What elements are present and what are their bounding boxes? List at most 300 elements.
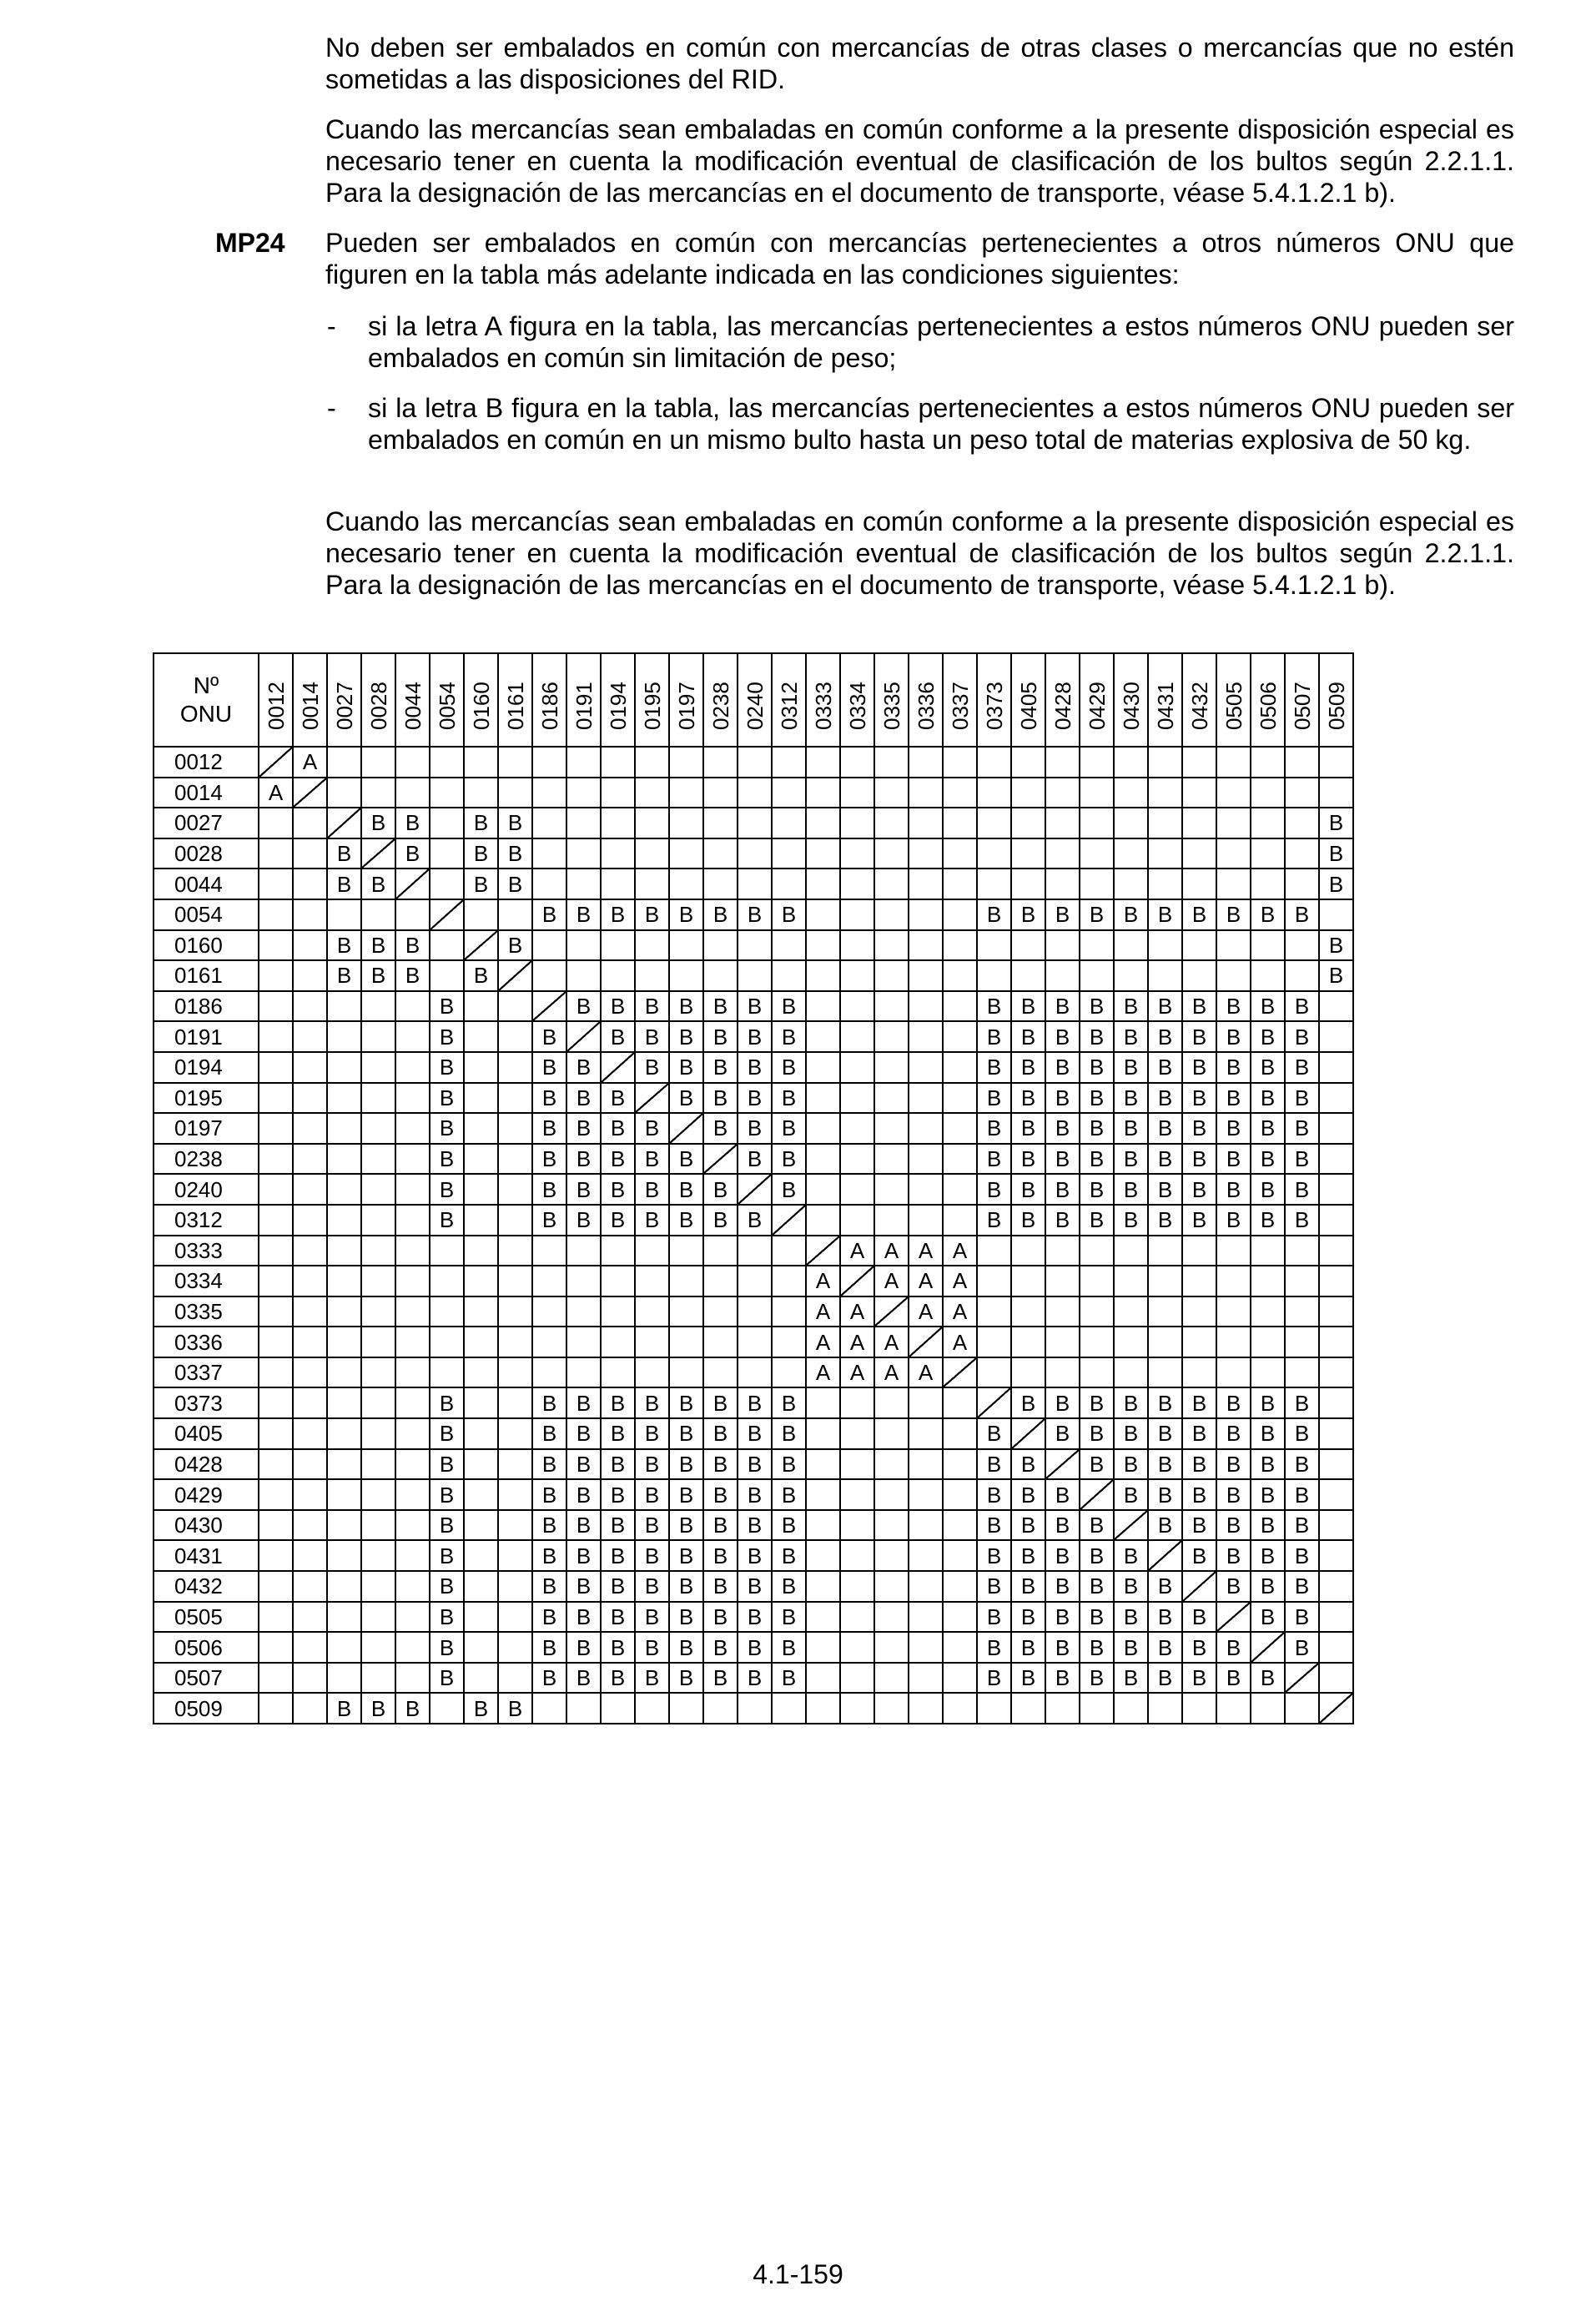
table-cell — [1251, 1236, 1285, 1266]
table-cell — [293, 899, 327, 930]
table-cell: B — [601, 1540, 635, 1571]
table-cell — [293, 1083, 327, 1114]
diagonal-cell — [361, 838, 395, 869]
table-cell — [806, 1052, 840, 1083]
table-cell — [395, 1144, 430, 1175]
column-header-label: 0197 — [673, 682, 699, 730]
table-cell: B — [635, 1663, 669, 1694]
table-cell — [874, 899, 909, 930]
table-cell: B — [1011, 1083, 1045, 1114]
table-cell: B — [669, 1602, 703, 1633]
diagonal-cell — [601, 1052, 635, 1083]
table-cell — [293, 1663, 327, 1694]
table-cell: B — [601, 1083, 635, 1114]
table-cell: B — [1182, 1663, 1216, 1694]
table-cell — [566, 778, 601, 808]
table-cell: B — [1251, 1510, 1285, 1541]
table-cell — [1251, 838, 1285, 869]
table-cell — [1182, 808, 1216, 838]
table-cell — [1114, 1693, 1148, 1724]
table-cell: B — [532, 1602, 566, 1633]
table-cell: A — [806, 1327, 840, 1357]
table-cell: B — [1148, 1387, 1182, 1418]
table-cell — [430, 1266, 464, 1296]
column-header-label: 0028 — [365, 682, 391, 730]
table-cell — [840, 1144, 874, 1175]
table-cell: B — [977, 1144, 1011, 1175]
table-cell: B — [1080, 1418, 1114, 1449]
table-cell: A — [909, 1266, 943, 1296]
table-cell — [327, 778, 361, 808]
table-cell: B — [1045, 1479, 1080, 1510]
table-cell: B — [532, 1540, 566, 1571]
table-row — [154, 1540, 1353, 1571]
table-cell — [1045, 960, 1080, 991]
table-cell — [977, 1693, 1011, 1724]
table-cell — [909, 1693, 943, 1724]
row-header: 0191 — [154, 1021, 259, 1052]
table-cell: A — [840, 1296, 874, 1327]
table-cell: B — [772, 991, 806, 1022]
table-cell: B — [1011, 991, 1045, 1022]
table-cell: B — [703, 1540, 738, 1571]
table-cell: B — [1216, 1663, 1251, 1694]
table-cell — [1148, 778, 1182, 808]
table-cell — [327, 899, 361, 930]
table-cell — [874, 1632, 909, 1663]
diagonal-cell — [772, 1205, 806, 1236]
table-cell — [259, 1113, 293, 1144]
table-cell: B — [430, 1144, 464, 1175]
table-cell — [1011, 868, 1045, 899]
column-header-label: 0373 — [981, 682, 1007, 730]
table-cell — [874, 1663, 909, 1694]
table-cell — [1148, 1357, 1182, 1388]
table-cell — [498, 747, 532, 778]
table-cell — [532, 868, 566, 899]
diagonal-cell — [738, 1174, 772, 1205]
table-cell: A — [840, 1327, 874, 1357]
table-cell — [361, 747, 395, 778]
table-cell: B — [772, 1052, 806, 1083]
table-cell — [498, 1205, 532, 1236]
table-cell: B — [1080, 1510, 1114, 1541]
table-cell: A — [874, 1236, 909, 1266]
table-cell — [772, 1327, 806, 1357]
table-cell — [635, 1357, 669, 1388]
table-cell — [498, 1174, 532, 1205]
table-cell — [909, 1540, 943, 1571]
table-cell: B — [703, 1602, 738, 1633]
table-cell — [498, 1602, 532, 1633]
table-cell: B — [532, 1144, 566, 1175]
table-cell: B — [1285, 899, 1319, 930]
table-cell: B — [1251, 1602, 1285, 1633]
table-cell — [1148, 747, 1182, 778]
table-cell — [464, 1357, 498, 1388]
table-cell — [635, 1266, 669, 1296]
table-cell — [259, 1663, 293, 1694]
table-cell — [1319, 1266, 1353, 1296]
row-header: 0027 — [154, 808, 259, 838]
table-cell: A — [874, 1357, 909, 1388]
table-cell — [498, 1296, 532, 1327]
table-cell — [498, 1449, 532, 1480]
table-cell — [395, 1021, 430, 1052]
column-header-label: 0312 — [776, 682, 802, 730]
table-cell: B — [1011, 1144, 1045, 1175]
table-cell — [806, 1418, 840, 1449]
table-cell: B — [703, 1387, 738, 1418]
diagonal-cell — [259, 747, 293, 778]
table-cell — [361, 1632, 395, 1663]
table-cell — [943, 1540, 977, 1571]
table-cell — [498, 778, 532, 808]
table-cell — [1251, 930, 1285, 961]
table-cell — [772, 1266, 806, 1296]
table-row — [154, 1510, 1353, 1541]
column-header — [498, 653, 532, 747]
table-cell — [943, 1418, 977, 1449]
table-cell — [1251, 1357, 1285, 1388]
column-header-label: 0027 — [331, 682, 357, 730]
table-cell: A — [943, 1236, 977, 1266]
table-row — [154, 1021, 1353, 1052]
table-cell — [1114, 1236, 1148, 1266]
table-cell — [361, 1083, 395, 1114]
table-cell — [430, 1296, 464, 1327]
table-cell: B — [601, 1602, 635, 1633]
table-cell: B — [1080, 1632, 1114, 1663]
table-cell — [1319, 1632, 1353, 1663]
table-cell: B — [1216, 1052, 1251, 1083]
table-cell — [1216, 930, 1251, 961]
table-cell — [1182, 838, 1216, 869]
table-cell — [806, 747, 840, 778]
table-cell: B — [1319, 868, 1353, 899]
table-cell — [977, 1327, 1011, 1357]
table-cell — [532, 1236, 566, 1266]
table-cell — [977, 960, 1011, 991]
table-cell — [498, 1663, 532, 1694]
table-cell — [327, 1327, 361, 1357]
bullet-b-text: si la letra B figura en la tabla, las mercancías pertenecientes a estos números ONU pueden ser embalados en común en un mismo bulto hasta un peso total de materias explosiva de 50 kg. — [368, 393, 1514, 455]
diagonal-cell — [1080, 1479, 1114, 1510]
table-cell: B — [977, 1602, 1011, 1633]
table-row — [154, 1174, 1353, 1205]
table-cell — [395, 747, 430, 778]
table-cell — [635, 808, 669, 838]
table-cell — [772, 1296, 806, 1327]
table-cell — [259, 868, 293, 899]
table-cell — [1045, 1357, 1080, 1388]
table-cell — [361, 1387, 395, 1418]
table-cell — [1045, 808, 1080, 838]
table-cell: B — [430, 1479, 464, 1510]
table-cell — [1319, 1602, 1353, 1633]
table-cell: B — [601, 1632, 635, 1663]
table-cell — [806, 899, 840, 930]
table-cell — [1319, 1387, 1353, 1418]
table-cell — [1114, 808, 1148, 838]
table-cell — [943, 1510, 977, 1541]
table-cell — [840, 868, 874, 899]
intro-paragraph-2: Cuando las mercancías sean embaladas en común conforme a la presente disposición especial es necesario tener en cuenta la modificación eventual de clasificación de los bultos según 2.2.1.1. Para la designación de las mercancías en el documento de transporte, véase 5.4.1.2.1 b). — [325, 114, 1514, 208]
table-cell — [532, 747, 566, 778]
table-cell — [395, 1540, 430, 1571]
table-cell — [1319, 1418, 1353, 1449]
table-cell: B — [669, 1052, 703, 1083]
table-cell: B — [327, 868, 361, 899]
table-cell — [361, 1296, 395, 1327]
table-cell: B — [1045, 1205, 1080, 1236]
table-cell — [464, 991, 498, 1022]
table-cell — [635, 960, 669, 991]
table-cell: B — [1182, 1083, 1216, 1114]
table-row — [154, 899, 1353, 930]
column-header-label: 0430 — [1118, 682, 1144, 730]
table-cell: B — [635, 1144, 669, 1175]
table-cell: B — [703, 991, 738, 1022]
table-cell — [703, 868, 738, 899]
table-cell: B — [1148, 1571, 1182, 1602]
table-cell: B — [1251, 899, 1285, 930]
table-cell — [703, 960, 738, 991]
table-cell — [1114, 930, 1148, 961]
table-cell — [806, 1663, 840, 1694]
table-cell: B — [498, 838, 532, 869]
table-cell: B — [1114, 1052, 1148, 1083]
table-cell — [874, 1144, 909, 1175]
table-cell — [909, 808, 943, 838]
table-cell — [293, 1387, 327, 1418]
table-cell — [430, 1693, 464, 1724]
table-cell — [806, 1205, 840, 1236]
row-header: 0373 — [154, 1387, 259, 1418]
table-cell — [361, 1449, 395, 1480]
table-cell: B — [669, 1418, 703, 1449]
table-cell: B — [738, 1540, 772, 1571]
table-cell — [738, 868, 772, 899]
table-cell — [361, 1663, 395, 1694]
table-cell — [943, 1021, 977, 1052]
diagonal-cell — [1319, 1693, 1353, 1724]
table-cell: B — [430, 1418, 464, 1449]
table-cell — [840, 1052, 874, 1083]
table-cell — [395, 1387, 430, 1418]
column-header-label: 0012 — [263, 682, 289, 730]
column-header-label: 0191 — [571, 682, 597, 730]
table-cell — [909, 747, 943, 778]
table-cell: B — [635, 1632, 669, 1663]
column-header — [361, 653, 395, 747]
table-cell — [1319, 1205, 1353, 1236]
table-cell — [361, 899, 395, 930]
table-cell: B — [1114, 1387, 1148, 1418]
table-cell: B — [977, 1540, 1011, 1571]
table-cell: B — [1011, 1510, 1045, 1541]
table-cell: B — [1216, 1449, 1251, 1480]
table-cell: B — [1114, 1205, 1148, 1236]
table-row — [154, 1144, 1353, 1175]
table-cell — [1045, 778, 1080, 808]
table-cell — [1251, 1296, 1285, 1327]
table-cell — [1011, 838, 1045, 869]
table-cell: B — [1114, 1449, 1148, 1480]
table-cell: B — [1285, 1479, 1319, 1510]
table-cell: B — [1011, 1602, 1045, 1633]
table-cell — [1045, 930, 1080, 961]
table-cell: B — [532, 899, 566, 930]
table-cell: B — [1285, 991, 1319, 1022]
table-cell — [669, 1296, 703, 1327]
table-cell: B — [1251, 1113, 1285, 1144]
table-row — [154, 1113, 1353, 1144]
table-cell: B — [635, 1418, 669, 1449]
table-cell: B — [738, 1113, 772, 1144]
row-header: 0054 — [154, 899, 259, 930]
column-header-label: 0160 — [468, 682, 494, 730]
table-cell — [977, 1296, 1011, 1327]
table-cell: B — [1285, 1113, 1319, 1144]
table-cell — [327, 1113, 361, 1144]
table-cell: B — [772, 1174, 806, 1205]
table-cell — [601, 960, 635, 991]
column-header — [806, 653, 840, 747]
table-cell: B — [566, 1479, 601, 1510]
table-cell — [943, 1113, 977, 1144]
table-cell — [772, 838, 806, 869]
table-cell: B — [498, 1693, 532, 1724]
table-cell — [498, 1144, 532, 1175]
table-cell: A — [874, 1327, 909, 1357]
table-cell — [874, 930, 909, 961]
table-cell: B — [669, 1571, 703, 1602]
table-cell — [327, 1571, 361, 1602]
table-cell — [1285, 838, 1319, 869]
table-cell: B — [1080, 1540, 1114, 1571]
table-cell — [806, 1174, 840, 1205]
table-cell — [1080, 808, 1114, 838]
table-cell — [361, 1052, 395, 1083]
table-cell — [874, 1510, 909, 1541]
table-cell — [874, 991, 909, 1022]
diagonal-cell — [840, 1266, 874, 1296]
corner-label-line-2: ONU — [179, 701, 233, 727]
table-cell: B — [532, 1632, 566, 1663]
table-cell: B — [464, 960, 498, 991]
table-cell: B — [566, 1510, 601, 1541]
table-cell — [566, 960, 601, 991]
row-header: 0428 — [154, 1449, 259, 1480]
table-cell: B — [1011, 1479, 1045, 1510]
table-cell — [361, 1327, 395, 1357]
table-cell: A — [840, 1236, 874, 1266]
table-cell: B — [1148, 1205, 1182, 1236]
table-cell: B — [430, 1021, 464, 1052]
table-cell: B — [1285, 1632, 1319, 1663]
table-cell — [840, 1387, 874, 1418]
table-cell — [464, 778, 498, 808]
diagonal-cell — [566, 1021, 601, 1052]
table-cell — [840, 838, 874, 869]
table-cell — [395, 1602, 430, 1633]
table-cell — [1148, 808, 1182, 838]
table-cell — [909, 899, 943, 930]
table-cell: B — [601, 1449, 635, 1480]
table-cell: B — [1216, 899, 1251, 930]
table-cell: B — [532, 1387, 566, 1418]
table-cell — [1182, 1693, 1216, 1724]
table-cell: B — [772, 1571, 806, 1602]
table-cell — [361, 778, 395, 808]
table-cell — [977, 1357, 1011, 1388]
column-header — [464, 653, 498, 747]
table-cell: B — [327, 838, 361, 869]
table-cell: B — [430, 1205, 464, 1236]
table-cell — [874, 1418, 909, 1449]
table-cell: B — [532, 1663, 566, 1694]
table-cell — [806, 1571, 840, 1602]
table-cell: B — [1148, 1510, 1182, 1541]
table-cell — [395, 1327, 430, 1357]
table-cell — [874, 1387, 909, 1418]
table-cell — [464, 1205, 498, 1236]
table-cell — [293, 1266, 327, 1296]
table-cell: B — [1080, 1083, 1114, 1114]
table-cell: B — [566, 1449, 601, 1480]
table-cell — [738, 1236, 772, 1266]
table-cell: B — [1216, 991, 1251, 1022]
table-cell: B — [532, 1510, 566, 1541]
table-cell: B — [1251, 1052, 1285, 1083]
table-cell — [498, 1571, 532, 1602]
table-cell — [943, 808, 977, 838]
table-cell — [806, 1449, 840, 1480]
table-cell — [806, 1113, 840, 1144]
table-row — [154, 1387, 1353, 1418]
diagonal-cell — [1182, 1571, 1216, 1602]
table-cell: B — [1080, 1205, 1114, 1236]
table-cell: B — [635, 1021, 669, 1052]
table-cell: B — [1319, 930, 1353, 961]
table-cell: B — [1285, 1571, 1319, 1602]
table-cell: B — [601, 1144, 635, 1175]
table-cell: B — [566, 991, 601, 1022]
table-cell: B — [601, 1174, 635, 1205]
table-cell: B — [738, 1571, 772, 1602]
column-header-label: 0428 — [1050, 682, 1075, 730]
table-cell — [840, 1693, 874, 1724]
table-cell — [430, 1357, 464, 1388]
table-cell — [1216, 838, 1251, 869]
table-cell: B — [430, 1632, 464, 1663]
table-cell — [395, 778, 430, 808]
table-cell — [806, 991, 840, 1022]
table-cell — [1011, 1327, 1045, 1357]
table-cell: B — [635, 1052, 669, 1083]
corner-header — [154, 653, 259, 747]
table-cell: B — [669, 1083, 703, 1114]
table-cell — [840, 1510, 874, 1541]
table-cell — [840, 1632, 874, 1663]
table-cell — [293, 1174, 327, 1205]
table-cell: B — [566, 1632, 601, 1663]
table-cell — [1148, 1296, 1182, 1327]
table-cell — [738, 1693, 772, 1724]
table-cell — [430, 960, 464, 991]
table-cell — [566, 808, 601, 838]
